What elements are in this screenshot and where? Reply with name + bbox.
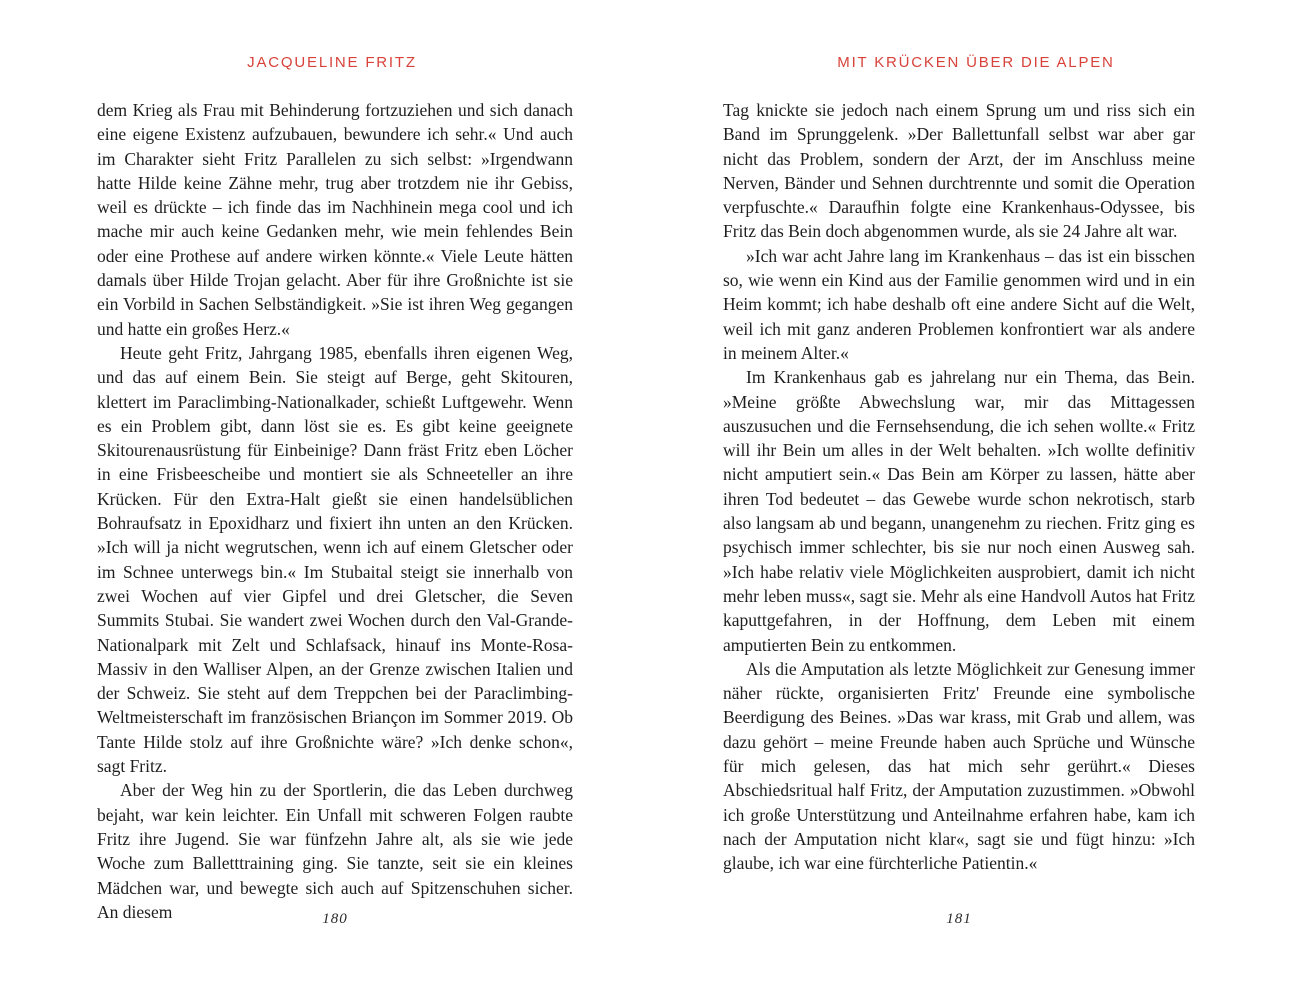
body-text [723,98,1195,876]
page-number: 180 [322,911,348,927]
paragraph: dem Krieg als Frau mit Behinderung fortzuziehen und sich danach eine eigene Existenz aufzubauen, bewundere ich sehr.« Und auch im Charakter sieht Fritz Parallelen zu sich selbst: »Irgendwann hatte Hilde keine Zähne mehr, trug aber trotzdem nie ihr Gebiss, weil es drückte – ich finde das im Nachhinein mega cool und ich mache mir auch keine Gedanken mehr, wie mein fehlendes Bein oder eine Prothese auf andere wirken könnte.« Viele Leute hätten damals über Hilde Trojan gelacht. Aber für ihre Großnichte ist sie ein Vorbild in Sachen Selbständigkeit. »Sie ist ihren Weg gegangen und hatte ein großes Herz.« [97,100,573,339]
right-page [648,0,1295,1000]
running-head-author: JACQUELINE FRITZ [247,54,417,71]
paragraph: Als die Amputation als letzte Möglichkeit zur Genesung immer näher rückte, organisierten Fritz' Freunde eine symbolische Beerdigung des Beines. »Das war krass, mit Grab und allem, was dazu gehört – meine Freunde haben auch Sprüche und Wünsche für mich gelesen, das hat mich sehr gerührt.« Dieses Abschiedsritual half Fritz, der Amputation zuzustimmen. »Obwohl ich große Unterstützung und Anteilnahme erfahren habe, kam ich nach der Amputation nicht klar«, sagt sie und fügt hinzu: »Ich glaube, ich war eine fürchterliche Patientin.« [723,658,1195,874]
page-number: 181 [946,911,972,927]
body-text [97,98,573,924]
paragraph: »Ich war acht Jahre lang im Krankenhaus – das ist ein bisschen so, wie wenn ein Kind aus der Familie genommen wird und in ein Heim kommt; ich habe deshalb oft eine andere Sicht auf die Welt, weil ich mit ganz anderen Problemen konfrontiert war als andere in meinem Alter.« [723,245,1195,363]
left-page [0,0,647,1000]
paragraph: Aber der Weg hin zu der Sportlerin, die das Leben durchweg bejaht, war kein leichter. Ein Unfall mit schweren Folgen raubte Fritz ihre Jugend. Sie war fünfzehn Jahre alt, als sie wie jede Woche zum Balletttraining ging. Sie tanzte, seit sie ein kleines Mädchen war, und bewegte sich auch auf Spitzenschuhen sicher. An diesem [97,780,573,922]
running-head-title: MIT KRÜCKEN ÜBER DIE ALPEN [837,54,1115,71]
paragraph: Tag knickte sie jedoch nach einem Sprung um und riss sich ein Band im Sprunggelenk. »Der Ballettunfall selbst war aber gar nicht das Problem, sondern der Arzt, der im Anschluss meine Nerven, Bänder und Sehnen durchtrennte und somit die Operation verpfuschte.« Daraufhin folgte eine Krankenhaus-Odyssee, bis Fritz das Bein doch abgenommen wurde, als sie 24 Jahre alt war. [723,100,1195,242]
paragraph: Heute geht Fritz, Jahrgang 1985, ebenfalls ihren eigenen Weg, und das auf einem Bein. Sie steigt auf Berge, geht Skitouren, klettert im Paraclimbing-Nationalkader, schießt Luftgewehr. Wenn es ein Problem gibt, dann löst sie es. Es gibt keine geeignete Skitourenausrüstung für Einbeinige? Dann fräst Fritz eben Löcher in eine Frisbeescheibe und montiert sie als Schneeteller an ihre Krücken. Für den Extra-Halt gießt sie einen handelsüblichen Bohraufsatz in Epoxidharz und fixiert ihn unten an den Krücken. »Ich will ja nicht wegrutschen, wenn ich auf einem Gletscher oder im Schnee unterwegs bin.« Im Stubaital steigt sie innerhalb von zwei Wochen auf vier Gipfel und drei Gletscher, die Seven Summits Stubai. Sie wandert zwei Wochen durch den Val-Grande-Nationalpark mit Zelt und Schlafsack, hinauf ins Monte-Rosa-Massiv in den Walliser Alpen, an der Grenze zwischen Italien und der Schweiz. Sie steht auf dem Treppchen bei der Paraclimbing-Weltmeisterschaft im französischen Briançon im Sommer 2019. Ob Tante Hilde stolz auf ihre Großnichte wäre? »Ich denke schon«, sagt Fritz. [97,342,573,777]
paragraph: Im Krankenhaus gab es jahrelang nur ein Thema, das Bein. »Meine größte Abwechslung war, mir das Mittagessen auszusuchen und die Fernsehsendung, die ich sehen wollte.« Fritz will ihr Bein um alles in der Welt behalten. »Ich wollte definitiv nicht amputiert sein.« Das Bein am Körper zu lassen, hätte aber ihren Tod bedeutet – das Gewebe wurde schon nekrotisch, starb also langsam ab und begann, unangenehm zu riechen. Fritz ging es psychisch immer schlechter, bis sie nur noch einen Ausweg sah. »Ich habe relativ viele Möglichkeiten ausprobiert, damit ich nicht mehr leben muss«, sagt sie. Mehr als eine Handvoll Autos hat Fritz kaputtgefahren, in der Hoffnung, dem Leben mit einem amputierten Bein zu entkommen. [723,367,1195,655]
